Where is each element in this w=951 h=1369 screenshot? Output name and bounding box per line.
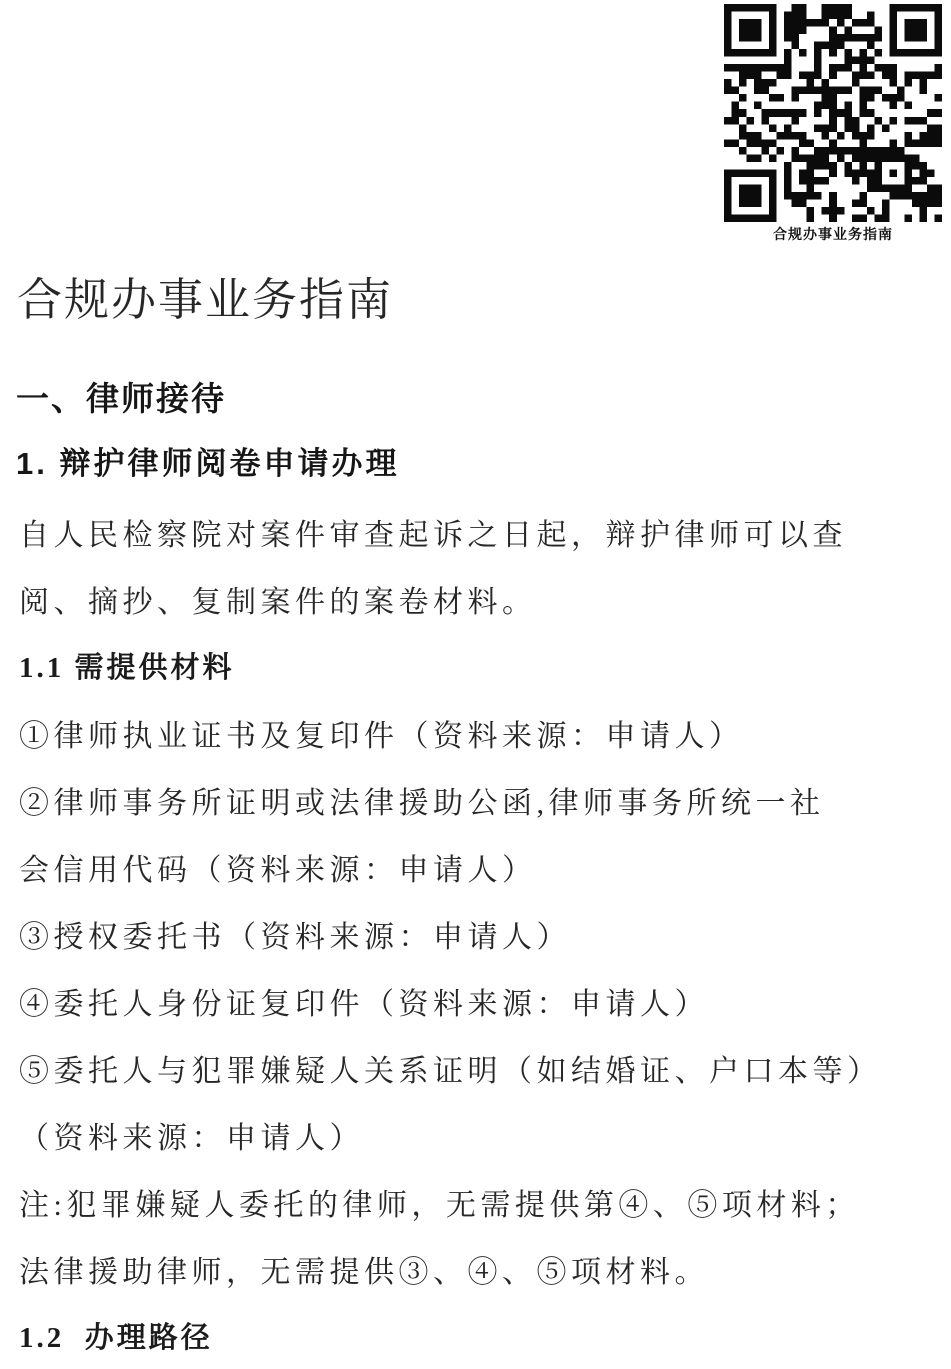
list-item: ①律师执业证书及复印件（资料来源：申请人）	[19, 719, 744, 753]
text-line: 阅、摘抄、复制案件的案卷材料。	[19, 585, 537, 619]
note-line: 法律援助律师，无需提供③、④、⑤项材料。	[19, 1255, 709, 1289]
note-line: 注:犯罪嫌疑人委托的律师，无需提供第④、⑤项材料；	[19, 1188, 860, 1222]
list-item: ⑤委托人与犯罪嫌疑人关系证明（如结婚证、户口本等）	[19, 1054, 882, 1088]
list-item: 会信用代码（资料来源：申请人）	[19, 853, 537, 887]
subsection-heading: 1. 辩护律师阅卷申请办理	[16, 446, 400, 481]
qr-caption: 合规办事业务指南	[773, 226, 893, 242]
subheading-path: 1.2 办理路径	[19, 1322, 213, 1354]
subheading-materials: 1.1 需提供材料	[19, 652, 235, 684]
list-item: ④委托人身份证复印件（资料来源：申请人）	[19, 987, 709, 1021]
document-body	[19, 498, 934, 1369]
qr-block	[722, 4, 944, 244]
qr-code	[722, 4, 944, 222]
page-title: 合规办事业务指南	[17, 275, 394, 325]
list-item: ②律师事务所证明或法律援助公函,律师事务所统一社	[19, 786, 825, 820]
section-heading: 一、律师接待	[16, 380, 226, 417]
list-item: ③授权委托书（资料来源：申请人）	[19, 920, 571, 954]
list-item: （资料来源：申请人）	[19, 1121, 364, 1155]
text-line: 自人民检察院对案件审查起诉之日起，辩护律师可以查	[19, 518, 847, 552]
